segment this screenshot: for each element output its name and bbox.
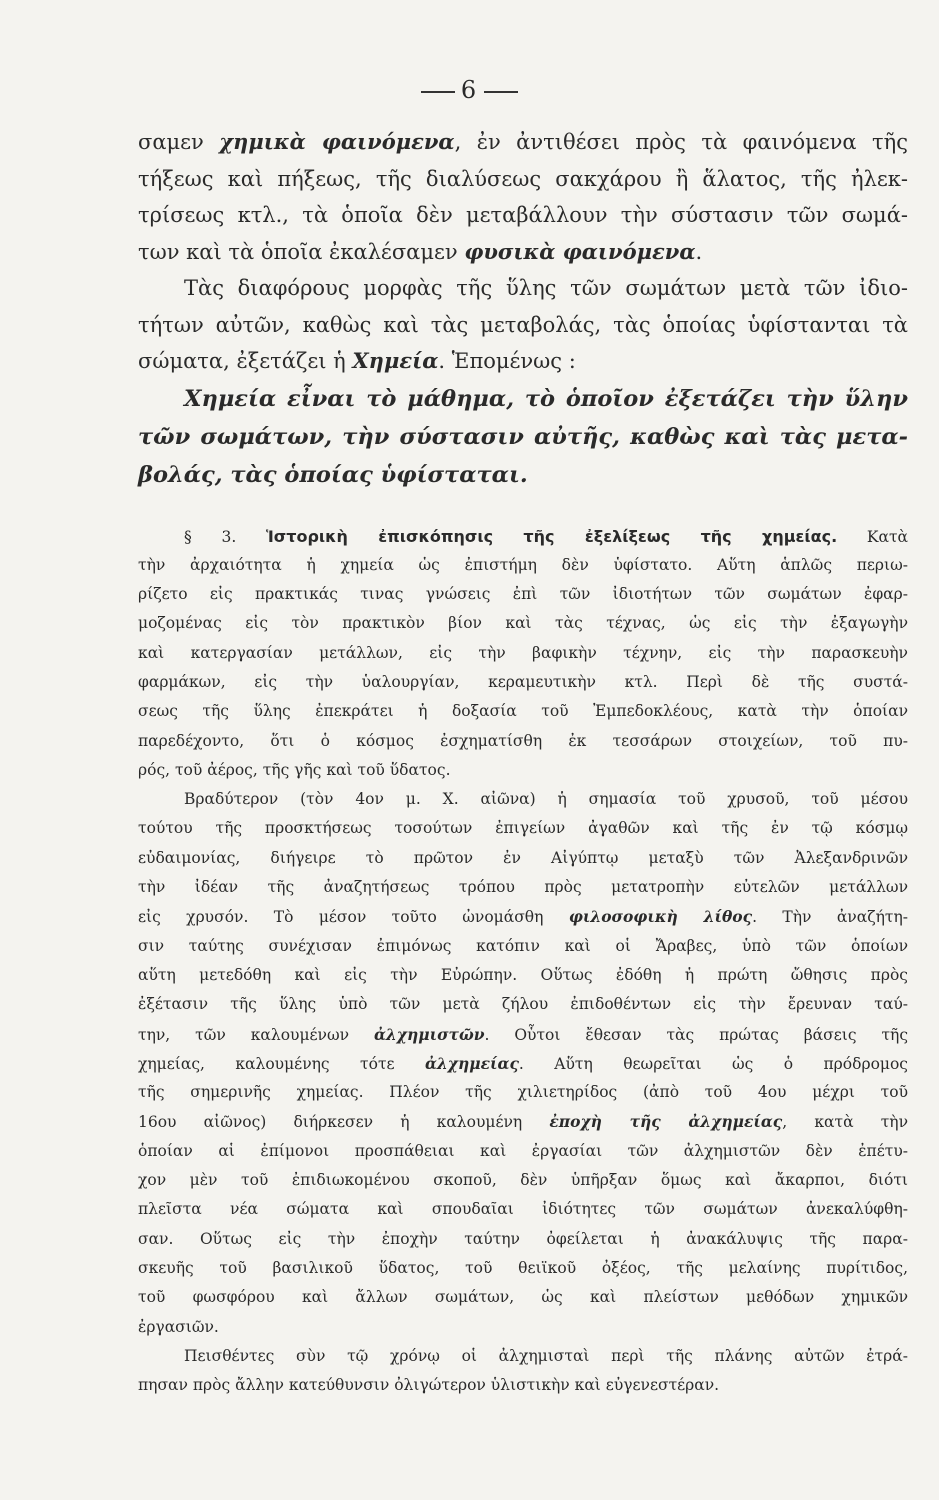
- text-run: σαν. Οὕτως εἰς τὴν ἐποχὴν ταύτην ὀφείλεται ἡ ἀνακάλυψις τῆς παρα-: [138, 1229, 908, 1248]
- definition-line: τῶν σωμάτων, τὴν σύστασιν αὐτῆς, καθὼς καὶ τὰς μετα-: [138, 423, 908, 450]
- text-line: [138, 161, 908, 198]
- page-header: [0, 76, 939, 104]
- text-run: , ἐν ἀντιθέσει πρὸς τὰ φαινόμενα τῆς: [454, 130, 908, 154]
- text-line: [138, 1020, 908, 1049]
- text-line: [138, 756, 908, 785]
- text-line: [138, 932, 908, 961]
- section-gap: [138, 494, 908, 522]
- text-run: τούτου τῆς προσκτήσεως τοσούτων ἐπιγείων ἀγαθῶν καὶ τῆς ἐν τῷ κόσμῳ: [138, 819, 908, 838]
- text-line: [138, 844, 908, 873]
- text-run: πλεῖστα νέα σώματα καὶ σπουδαῖαι ἰδιότητες τῶν σωμάτων ἀνεκαλύφθη-: [138, 1200, 908, 1219]
- header-dash-left: [421, 91, 455, 93]
- text-run: αὕτη μετεδόθη καὶ εἰς τὴν Εὐρώπην. Οὕτως ἐδόθη ἡ πρώτη ὤθησις πρὸς: [138, 965, 908, 984]
- paragraph-1: [138, 124, 908, 270]
- emphasized-term: ἀλχημείας: [425, 1053, 519, 1073]
- text-run: τὴν ἀρχαιότητα ἡ χημεία ὡς ἐπιστήμη δὲν ὑφίστατο. Αὕτη ἁπλῶς περιω-: [138, 555, 908, 574]
- text-line: [138, 307, 908, 344]
- page-number: 6: [460, 76, 479, 104]
- text-run: . Οὗτοι ἔθεσαν τὰς πρώτας βάσεις τῆς: [484, 1025, 908, 1044]
- section-lead-word: Κατὰ: [866, 527, 908, 546]
- definition-block: [138, 380, 908, 494]
- text-line: [138, 639, 908, 668]
- text-run: καὶ κατεργασίαν μετάλλων, εἰς τὴν βαφικὴν τέχνην, εἰς τὴν παρασκευὴν: [138, 643, 908, 662]
- emphasized-term: Χημεία: [352, 348, 439, 373]
- text-line: [138, 124, 908, 161]
- page-body: [138, 124, 908, 1400]
- text-run: σκευῆς τοῦ βασιλικοῦ ὕδατος, τοῦ θειϊκοῦ ὀξέος, τῆς μελαίνης πυρίτιδος,: [138, 1258, 908, 1277]
- text-run: τήξεως καὶ πήξεως, τῆς διαλύσεως σακχάρου ἢ ἅλατος, τῆς ἠλεκ-: [138, 166, 908, 191]
- text-line: [138, 1371, 908, 1400]
- text-line: [138, 1049, 908, 1078]
- text-run: εἰς χρυσόν. Τὸ μέσον τοῦτο ὠνομάσθη: [138, 908, 569, 927]
- text-line: [138, 1078, 908, 1107]
- text-line: [138, 1107, 908, 1136]
- text-line: [138, 902, 908, 931]
- emphasized-term: φιλοσοφικὴ λίθος: [568, 907, 753, 927]
- text-line: [138, 1166, 908, 1195]
- text-run: Βραδύτερον (τὸν 4ον μ. Χ. αἰῶνα) ἡ σημασία τοῦ χρυσοῦ, τοῦ μέσου: [184, 790, 908, 809]
- text-run: των καὶ τὰ ὁποῖα ἐκαλέσαμεν: [138, 239, 465, 264]
- paragraph-5: [138, 1342, 908, 1401]
- text-line: [138, 1342, 908, 1371]
- text-run: εὐδαιμονίας, διήγειρε τὸ πρῶτον ἐν Αἰγύπτῳ μεταξὺ τῶν Ἀλεξανδρινῶν: [138, 848, 908, 867]
- text-run: σαμεν: [138, 130, 220, 154]
- section-heading-line: [138, 522, 908, 551]
- paragraph-section-3: [138, 522, 908, 786]
- text-line: [138, 609, 908, 638]
- paragraph-2: [138, 270, 908, 380]
- text-run: μοζομένας εἰς τὸν πρακτικὸν βίον καὶ τὰς τέχνας, ὡς εἰς τὴν ἐξαγωγὴν: [138, 614, 908, 633]
- section-number: § 3.: [184, 527, 237, 546]
- section-title: Ἱστορικὴ ἐπισκόπησις τῆς ἐξελίξεως τῆς χημείας.: [265, 526, 838, 546]
- text-run: 16ου αἰῶνος) διήρκεσεν ἡ καλουμένη: [138, 1113, 550, 1132]
- text-run: τρίσεως κτλ., τὰ ὁποῖα δὲν μεταβάλλουν τὴν σύστασιν τῶν σωμά-: [138, 203, 908, 227]
- definition-line: βολάς, τὰς ὁποίας ὑφίσταται.: [138, 461, 528, 488]
- text-run: τοῦ φωσφόρου καὶ ἄλλων σωμάτων, ὡς καὶ πλείστων μεθόδων χημικῶν: [138, 1288, 908, 1307]
- text-run: ρίζετο εἰς πρακτικάς τινας γνώσεις ἐπὶ τῶν ἰδιοτήτων τῶν σωμάτων ἐφαρ-: [138, 585, 908, 604]
- text-run: . Αὕτη θεωρεῖται ὡς ὁ πρόδρομος: [518, 1054, 908, 1073]
- text-line: [138, 785, 908, 814]
- text-line: [138, 343, 908, 380]
- text-run: . Τὴν ἀναζήτη-: [752, 908, 908, 927]
- emphasized-term: χημικὰ φαινόμενα: [219, 129, 455, 154]
- header-dash-right: [484, 91, 518, 93]
- text-run: ἐξέτασιν τῆς ὕλης ὑπὸ τῶν μετὰ ζήλου ἐπιδοθέντων εἰς τὴν ἔρευναν ταύ-: [138, 995, 908, 1014]
- text-run: Τὰς διαφόρους μορφὰς τῆς ὕλης τῶν σωμάτων μετὰ τῶν ἰδιο-: [184, 276, 908, 300]
- definition-line: Χημεία εἶναι τὸ μάθημα, τὸ ὁποῖον ἐξετάζει τὴν ὕλην: [184, 385, 908, 412]
- emphasized-term: φυσικὰ φαινόμενα: [464, 238, 696, 264]
- text-run: σιν ταύτης συνέχισαν ἐπιμόνως κατόπιν καὶ οἱ Ἄραβες, ὑπὸ τῶν ὁποίων: [138, 936, 908, 955]
- text-line: [138, 1283, 908, 1312]
- text-run: χον μὲν τοῦ ἐπιδιωκομένου σκοποῦ, δὲν ὑπῆρξαν ὅμως καὶ ἄκαρποι, διότι: [138, 1171, 908, 1190]
- text-line: [138, 1313, 908, 1342]
- text-run: ὁποίαν αἱ ἐπίμονοι προσπάθειαι καὶ ἐργασίαι τῶν ἀλχημιστῶν δὲν ἐπέτυ-: [138, 1141, 908, 1160]
- text-run: σεως τῆς ὕλης ἐπεκράτει ἡ δοξασία τοῦ Ἐμπεδοκλέους, κατὰ τὴν ὁποίαν: [138, 702, 908, 721]
- emphasized-term: ἐποχὴ τῆς ἀλχημείας: [549, 1112, 783, 1132]
- text-run: σώματα, ἐξετάζει ἡ: [138, 349, 353, 373]
- text-line: [138, 1254, 908, 1283]
- text-line: [138, 270, 908, 307]
- text-run: ρός, τοῦ ἀέρος, τῆς γῆς καὶ τοῦ ὕδατος.: [138, 760, 451, 779]
- text-line: [138, 990, 908, 1019]
- text-line: [138, 697, 908, 726]
- text-run: πησαν πρὸς ἄλλην κατεύθυνσιν ὀλιγώτερον ὑλιστικὴν καὶ εὐγενεστέραν.: [138, 1376, 720, 1395]
- text-run: παρεδέχοντο, ὅτι ὁ κόσμος ἐσχηματίσθη ἐκ τεσσάρων στοιχείων, τοῦ πυ-: [138, 731, 908, 750]
- text-run: τῆς σημερινῆς χημείας. Πλέον τῆς χιλιετηρίδος (ἀπὸ τοῦ 4ου μέχρι τοῦ: [138, 1083, 908, 1102]
- text-line: [138, 873, 908, 902]
- text-line: [138, 814, 908, 843]
- text-run: . Ἑπομένως :: [438, 349, 576, 373]
- text-run: χημείας, καλουμένης τότε: [138, 1054, 425, 1073]
- text-run: ἐργασιῶν.: [138, 1317, 219, 1336]
- text-line: [138, 234, 908, 271]
- text-run: , κατὰ τὴν: [782, 1113, 908, 1132]
- text-line: [138, 961, 908, 990]
- text-line: [138, 551, 908, 580]
- text-run: την, τῶν καλουμένων: [138, 1025, 374, 1044]
- text-line: [138, 668, 908, 697]
- text-run: Πεισθέντες σὺν τῷ χρόνῳ οἱ ἀλχημισταὶ περὶ τῆς πλάνης αὐτῶν ἐτρά-: [184, 1346, 908, 1365]
- text-line: [138, 727, 908, 756]
- text-line: [138, 1225, 908, 1254]
- text-run: φαρμάκων, εἰς τὴν ὑαλουργίαν, κεραμευτικὴν κτλ. Περὶ δὲ τῆς συστά-: [138, 672, 908, 691]
- text-line: [138, 197, 908, 234]
- text-line: [138, 1195, 908, 1224]
- text-line: [138, 580, 908, 609]
- paragraph-4: [138, 785, 908, 1342]
- text-run: τήτων αὐτῶν, καθὼς καὶ τὰς μεταβολάς, τὰς ὁποίας ὑφίστανται τὰ: [138, 312, 908, 337]
- text-run: τὴν ἰδέαν τῆς ἀναζητήσεως τρόπου πρὸς μετατροπὴν εὐτελῶν μετάλλων: [138, 878, 908, 897]
- text-run: .: [695, 239, 703, 264]
- emphasized-term: ἀλχημιστῶν: [373, 1024, 485, 1044]
- text-line: [138, 1137, 908, 1166]
